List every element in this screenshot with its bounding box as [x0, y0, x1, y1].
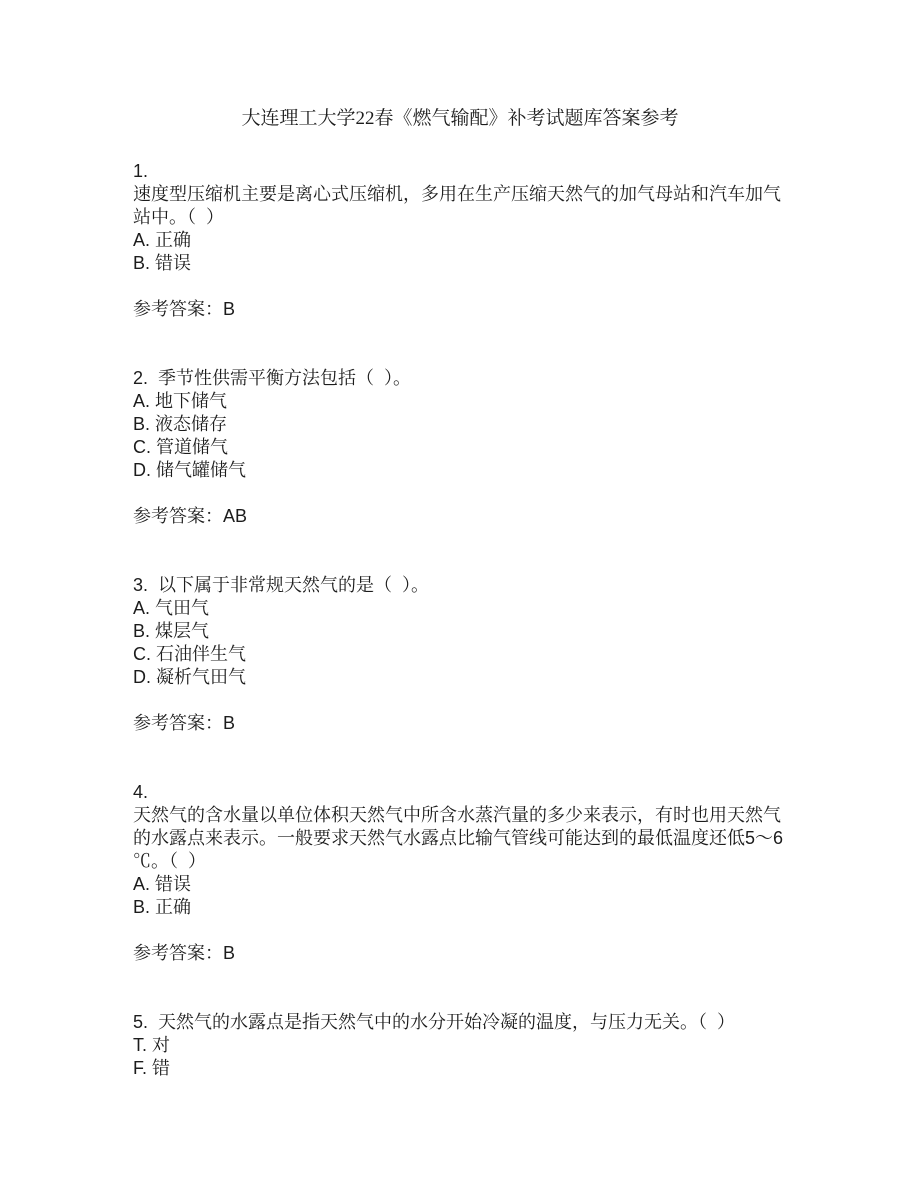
- document-body: [133, 160, 793, 1080]
- question-5-option-f: F. 错: [133, 1058, 171, 1078]
- answer-value: B: [223, 299, 236, 319]
- question-1-number: 1.: [133, 161, 149, 181]
- answer-value: B: [223, 713, 236, 733]
- question-4-stem-line-3: ℃。（ ）: [133, 851, 207, 871]
- answer-value: B: [223, 943, 236, 963]
- question-4-stem-line-1: 天然气的含水量以单位体积天然气中所含水蒸汽量的多少来表示，有时也用天然气: [133, 805, 781, 825]
- question-3-option-c: C. 石油伴生气: [133, 644, 247, 664]
- question-1-answer-line: [133, 298, 793, 321]
- question-2-option-d: D. 储气罐储气: [133, 460, 247, 480]
- answer-prefix: 参考答案：: [133, 713, 223, 733]
- question-4-number: 4.: [133, 782, 149, 802]
- question-3-option-d: D. 凝析气田气: [133, 667, 247, 687]
- question-5: [133, 1011, 793, 1080]
- question-2-option-a: A. 地下储气: [133, 391, 228, 411]
- question-4-option-a: A. 错误: [133, 874, 192, 894]
- question-5-stem-line-1: 5. 天然气的水露点是指天然气中的水分开始冷凝的温度，与压力无关。（ ）: [133, 1012, 736, 1032]
- question-5-option-t: T. 对: [133, 1035, 171, 1055]
- question-2-option-b: B. 液态储存: [133, 414, 228, 434]
- question-1-option-b: B. 错误: [133, 253, 192, 273]
- question-4: [133, 781, 793, 965]
- question-3-option-a: A. 气田气: [133, 598, 210, 618]
- question-2-answer-line: [133, 505, 793, 528]
- document-title: 大连理工大学22春《燃气输配》补考试题库答案参考: [241, 108, 679, 129]
- question-3: [133, 574, 793, 735]
- question-4-stem-line-2: 的水露点来表示。一般要求天然气水露点比输气管线可能达到的最低温度还低5～6: [133, 828, 784, 848]
- question-1-stem-line-1: 速度型压缩机主要是离心式压缩机，多用在生产压缩天然气的加气母站和汽车加气: [133, 184, 781, 204]
- question-2-option-c: C. 管道储气: [133, 437, 229, 457]
- answer-value: AB: [223, 506, 248, 526]
- question-2-stem-line-1: 2. 季节性供需平衡方法包括（ ）。: [133, 368, 412, 388]
- question-1: [133, 160, 793, 321]
- answer-prefix: 参考答案：: [133, 506, 223, 526]
- question-1-option-a: A. 正确: [133, 230, 192, 250]
- answer-prefix: 参考答案：: [133, 299, 223, 319]
- question-4-answer-line: [133, 942, 793, 965]
- question-3-option-b: B. 煤层气: [133, 621, 210, 641]
- question-3-answer-line: [133, 712, 793, 735]
- question-4-option-b: B. 正确: [133, 897, 192, 917]
- answer-prefix: 参考答案：: [133, 943, 223, 963]
- question-1-stem-line-2: 站中。（ ）: [133, 207, 225, 227]
- question-3-stem-line-1: 3. 以下属于非常规天然气的是（ ）。: [133, 575, 430, 595]
- question-2: [133, 367, 793, 528]
